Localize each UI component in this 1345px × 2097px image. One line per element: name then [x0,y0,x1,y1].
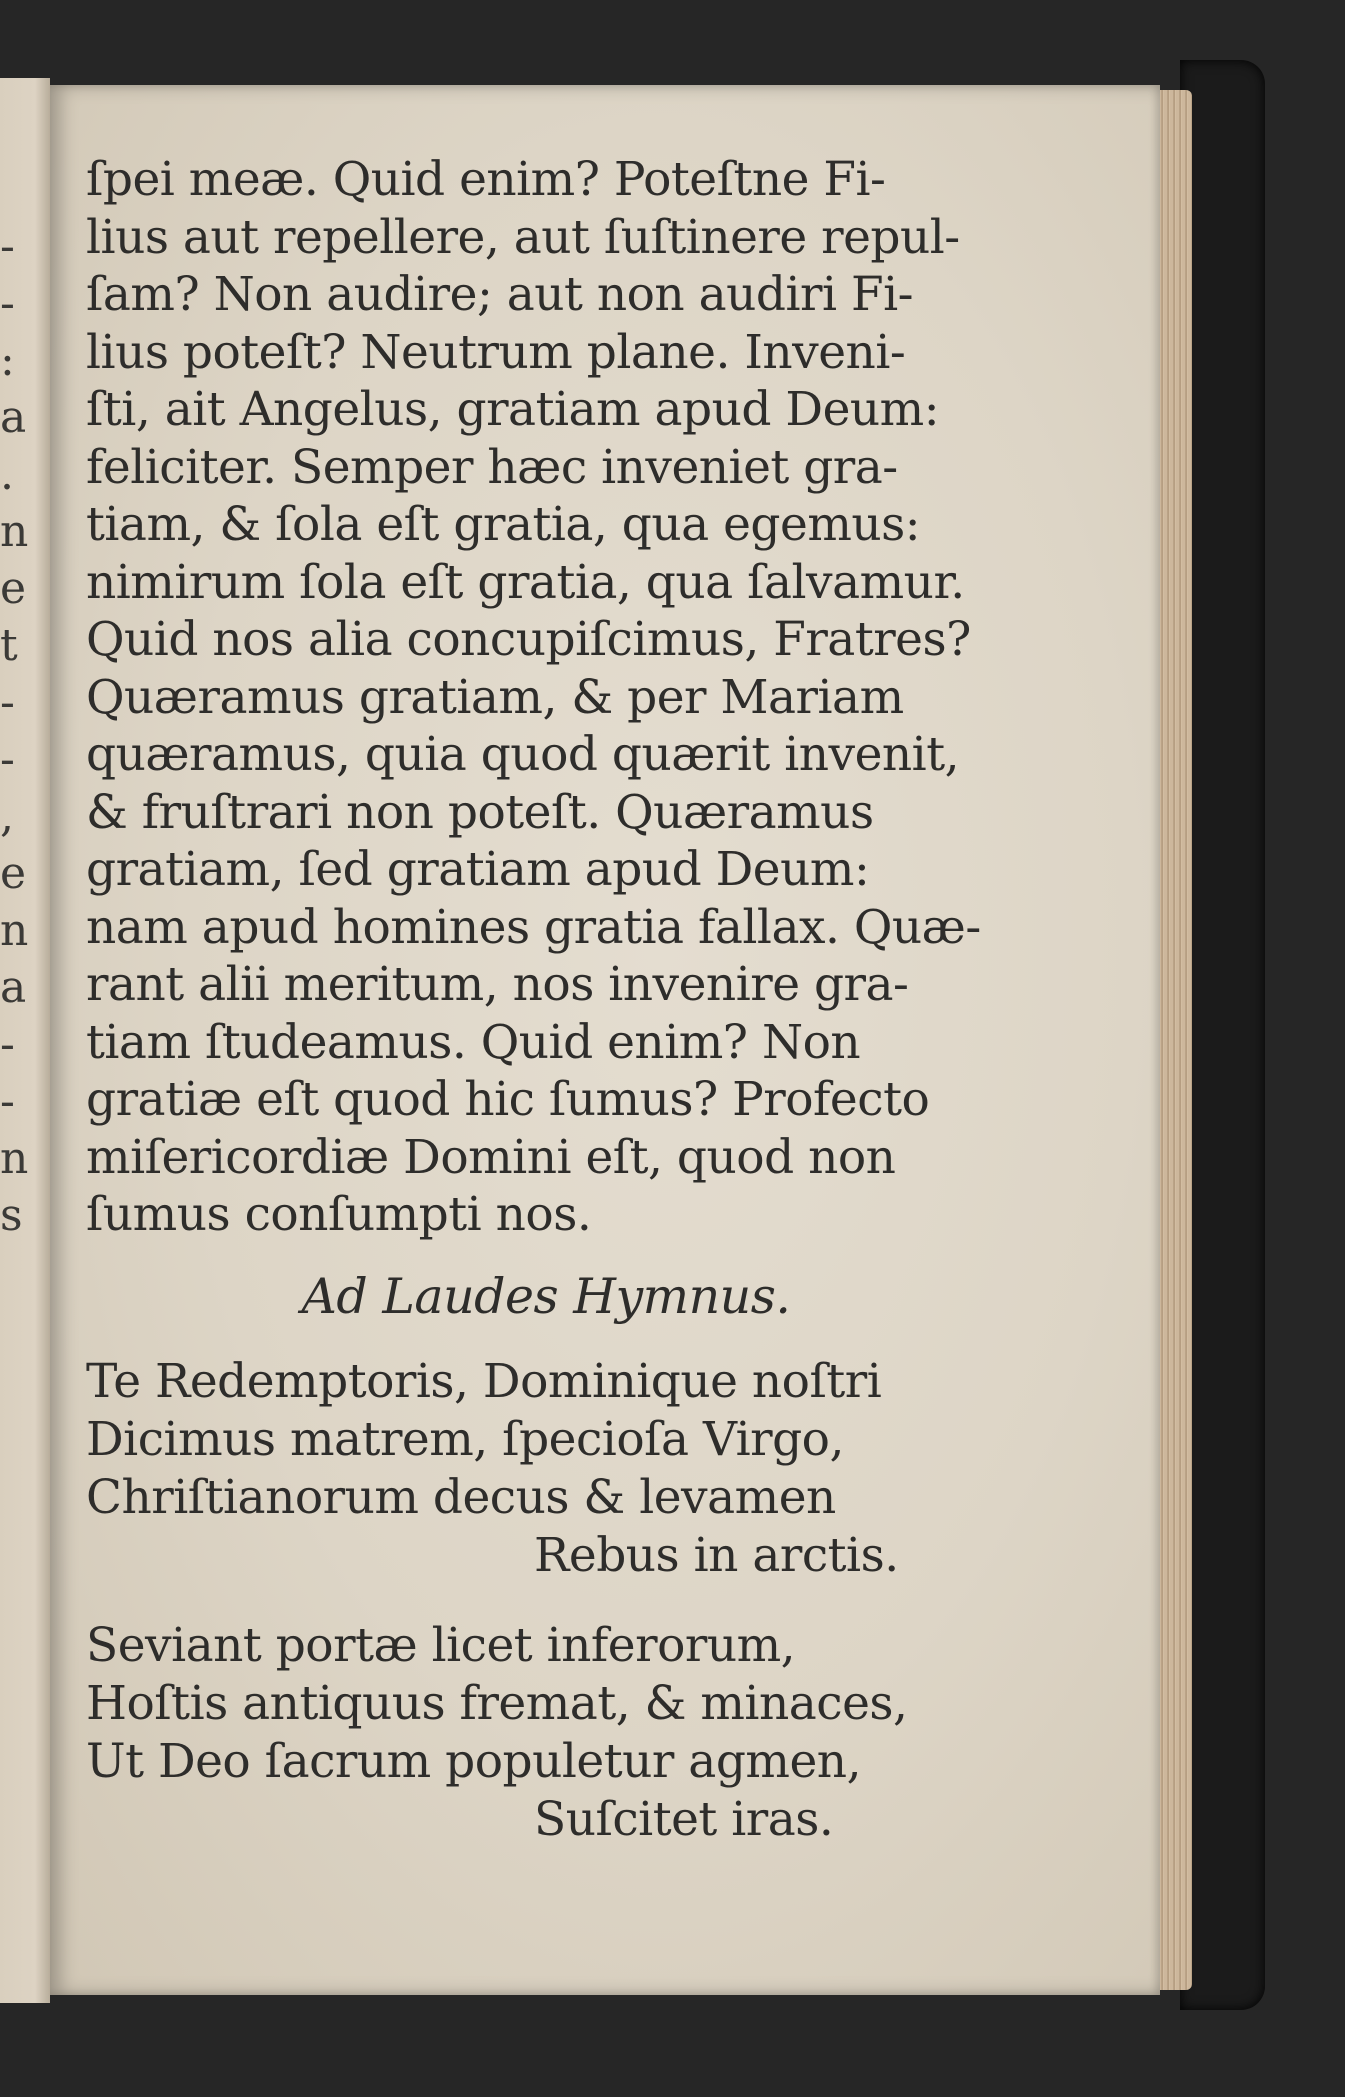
text-line: nimirum ſola eſt gratia, qua ſalvamur. [86,554,965,610]
text-line: tiam, & ſola eſt gratia, qua egemus: [86,497,921,552]
text-line: ſumus conſumpti nos. [86,1187,592,1242]
margin-mark: - [0,1019,15,1070]
page-text [86,151,1006,1881]
margin-mark: : [0,335,15,386]
verse-line: Dicimus matrem, ſpecioſa Virgo, [86,1411,844,1467]
verse-line: Ut Deo ſacrum populetur agmen, [86,1733,862,1789]
margin-mark: t [0,620,18,671]
margin-mark: - [0,221,15,272]
text-line: tiam ſtudeamus. Quid enim? Non [86,1014,861,1070]
margin-mark: - [0,278,15,329]
margin-mark: - [0,677,15,728]
left-page-sliver [0,78,50,2003]
text-line: lius aut repellere, aut ſuſtinere repul- [86,209,960,265]
left-margin-marks [0,218,29,1244]
verse-line-adonic: Suſcitet iras. [534,1791,834,1847]
margin-mark: , [0,791,14,842]
text-line: gratiæ eſt quod hic ſumus? Profecto [86,1072,930,1127]
verse-line: Hoſtis antiquus fremat, & minaces, [86,1675,908,1731]
hymn-heading: Ad Laudes Hymnus. [301,1267,791,1325]
margin-mark: e [0,848,27,899]
text-line: quæramus, quia quod quærit invenit, [86,727,960,782]
hymn-stanza-2 [86,1617,1006,1849]
text-line: ſti, ait Angelus, gratiam apud Deum: [86,382,940,437]
text-line: feliciter. Semper hæc inveniet gra- [86,439,898,495]
text-line: lius poteſt? Neutrum plane. Inveni- [86,324,906,380]
text-line: Quæramus gratiam, & per Mariam [86,669,904,725]
margin-mark: e [0,563,27,614]
text-line: ſpei meæ. Quid enim? Poteſtne Fi- [86,152,886,207]
verse-line-adonic: Rebus in arctis. [534,1527,899,1583]
margin-mark: a [0,962,27,1013]
right-page [50,85,1160,1995]
verse-line: Chriſtianorum decus & levamen [86,1469,836,1525]
margin-mark: s [0,1190,23,1241]
text-line: & fruſtrari non poteſt. Quæramus [86,784,874,840]
margin-mark: . [0,449,14,500]
text-line: nam apud homines gratia fallax. Quæ- [86,899,981,955]
margin-mark: a [0,392,27,443]
book-cover-edge [1180,60,1265,2010]
verse-line: Seviant portæ licet inferorum, [86,1617,796,1673]
verse-line: Te Redemptoris, Dominique noſtri [86,1353,882,1409]
margin-mark: - [0,1076,15,1127]
prose-paragraph [86,151,1006,1244]
margin-mark: n [0,506,29,557]
hymn-stanza-1 [86,1353,1006,1585]
text-line: miſericordiæ Domini eſt, quod non [86,1129,896,1185]
margin-mark: - [0,734,15,785]
text-line: rant alii meritum, nos invenire gra- [86,957,909,1012]
text-line: Quid nos alia concupiſcimus, Fratres? [86,612,971,667]
text-line: gratiam, ſed gratiam apud Deum: [86,842,870,897]
margin-mark: n [0,905,29,956]
text-line: ſam? Non audire; aut non audiri Fi- [86,267,913,322]
margin-mark: n [0,1133,29,1184]
